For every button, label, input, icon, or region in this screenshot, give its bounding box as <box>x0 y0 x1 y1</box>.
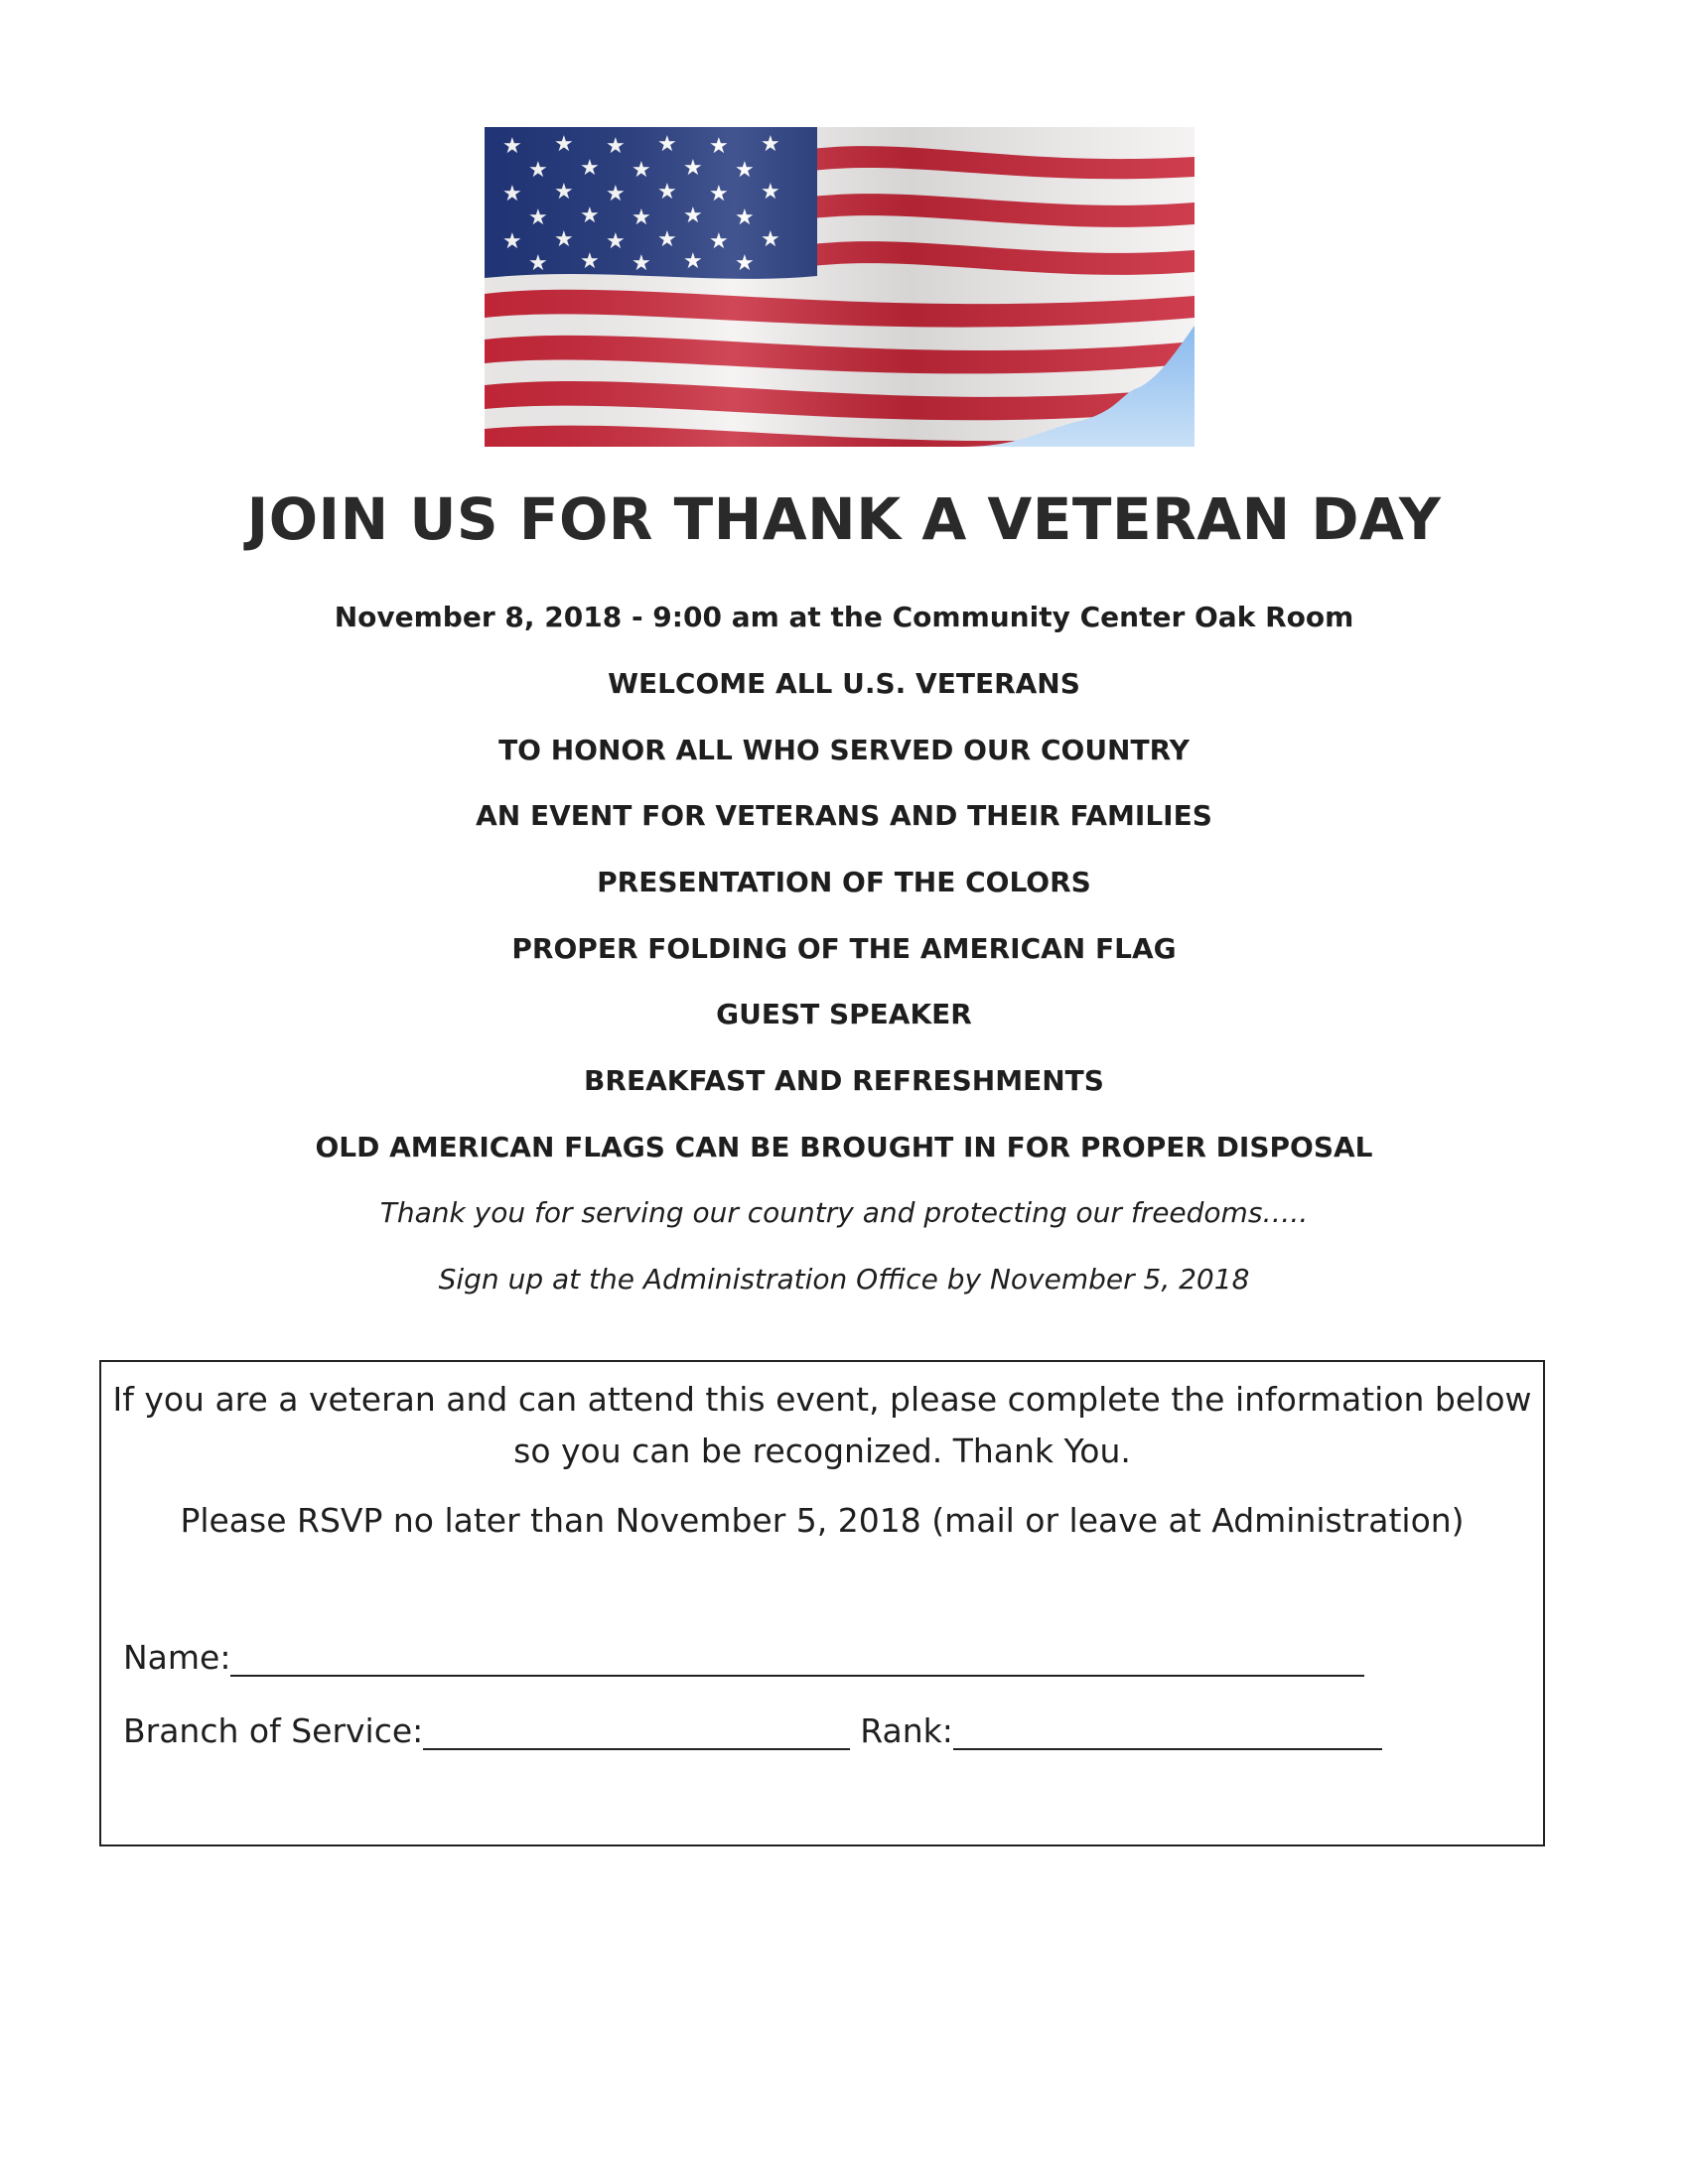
rsvp-form-box <box>99 1360 1545 1846</box>
page-title: JOIN US FOR THANK A VETERAN DAY <box>246 485 1442 553</box>
flag-graphic <box>485 127 1195 447</box>
detail-flag-disposal: OLD AMERICAN FLAGS CAN BE BROUGHT IN FOR PROPER DISPOSAL <box>315 1131 1373 1163</box>
detail-flag-folding: PROPER FOLDING OF THE AMERICAN FLAG <box>511 932 1177 965</box>
detail-breakfast: BREAKFAST AND REFRESHMENTS <box>584 1064 1104 1097</box>
detail-honor: TO HONOR ALL WHO SERVED OUR COUNTRY <box>498 734 1190 766</box>
detail-families: AN EVENT FOR VETERANS AND THEIR FAMILIES <box>476 799 1212 832</box>
branch-of-service-label: Branch of Service: <box>123 1711 424 1750</box>
signup-note: Sign up at the Administration Office by November 5, 2018 <box>438 1263 1250 1296</box>
name-label: Name: <box>123 1638 231 1677</box>
rank-label: Rank: <box>860 1711 953 1750</box>
name-field-row <box>123 1638 1364 1677</box>
thank-you-note: Thank you for serving our country and protecting our freedoms….. <box>379 1196 1309 1229</box>
rank-field[interactable] <box>953 1712 1382 1750</box>
rsvp-intro-line-1: If you are a veteran and can attend this event, please complete the information below <box>112 1380 1532 1419</box>
rsvp-intro-line-2: so you can be recognized. Thank You. <box>513 1432 1131 1470</box>
rsvp-deadline: Please RSVP no later than November 5, 2018 (mail or leave at Administration) <box>180 1501 1465 1540</box>
detail-welcome: WELCOME ALL U.S. VETERANS <box>608 667 1080 700</box>
branch-of-service-field[interactable] <box>423 1712 850 1750</box>
service-field-row <box>123 1711 1382 1750</box>
name-field[interactable] <box>230 1639 1364 1677</box>
detail-colors: PRESENTATION OF THE COLORS <box>597 866 1091 898</box>
american-flag-image <box>485 127 1195 447</box>
event-date-location: November 8, 2018 - 9:00 am at the Community Center Oak Room <box>334 601 1354 633</box>
detail-guest-speaker: GUEST SPEAKER <box>716 998 972 1030</box>
